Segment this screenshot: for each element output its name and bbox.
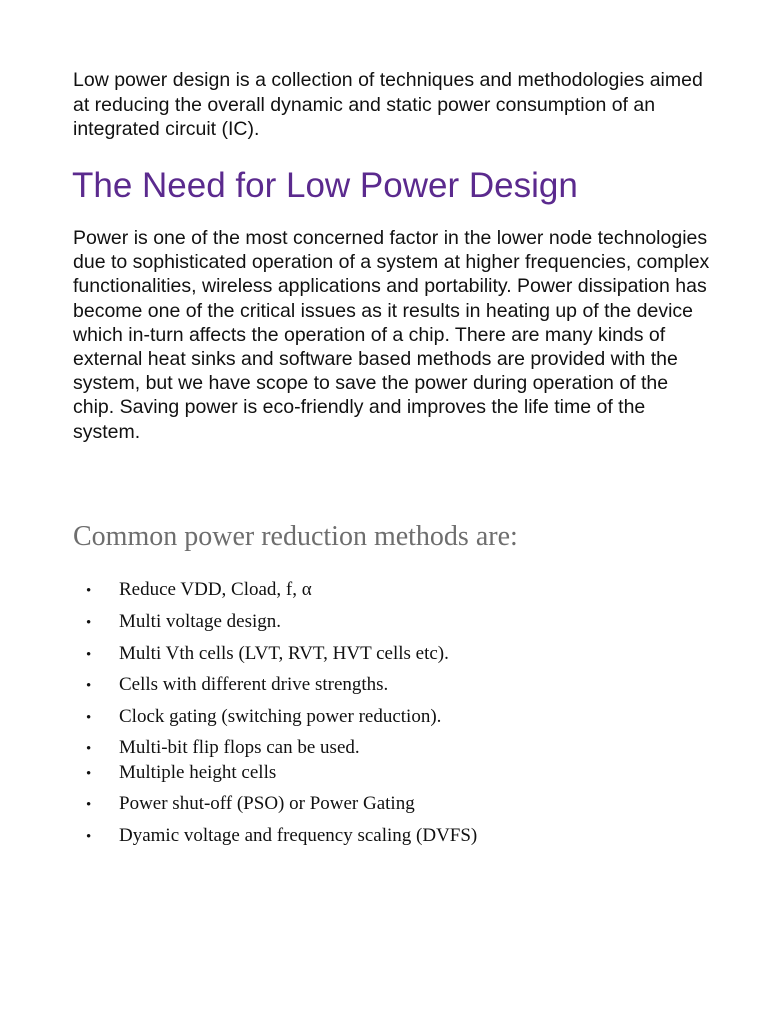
bullet-icon: • [86,741,92,757]
list-item-text: Dyamic voltage and frequency scaling (DVFS) [119,825,478,846]
list-item [86,705,441,730]
bullet-icon: • [86,710,92,726]
list-item-text: Reduce VDD, Cload, f, α [119,579,312,600]
list-item-text: Multi-bit flip flops can be used. [119,737,360,758]
section-heading: The Need for Low Power Design [72,166,578,205]
bullet-icon: • [86,797,92,813]
bullet-icon: • [86,766,92,782]
bullet-icon: • [86,829,92,845]
intro-paragraph: Low power design is a collection of techniques and methodologies aimed at reducing the overall dynamic and static power consumption of an integrated circuit (IC). [73,69,703,140]
list-item-text: Multiple height cells [119,762,277,783]
list-item-text: Multi voltage design. [119,611,282,632]
list-item-text: Multi Vth cells (LVT, RVT, HVT cells etc). [119,643,449,664]
list-item-text: Clock gating (switching power reduction). [119,706,442,727]
bullet-icon: • [86,678,92,694]
list-item-text: Cells with different drive strengths. [119,674,389,695]
list-item-text: Power shut-off (PSO) or Power Gating [119,793,415,814]
bullet-icon: • [86,647,92,663]
list-item [86,610,281,635]
list-item [86,642,449,667]
list-item [86,792,415,817]
list-item [86,761,276,786]
body-paragraph: Power is one of the most concerned factor in the lower node technologies due to sophisticated operation of a system at higher frequencies, complex functionalities, wireless applications and portability. Power dissipation has become one of the critical issues as it results in heating up of the device which in-turn affects the operation of a chip. There are many kinds of external heat sinks and software based methods are provided with the system, but we have scope to save the power during operation of the chip. Saving power is eco-friendly and improves the life time of the system. [73,227,710,443]
bullet-icon: • [86,583,92,599]
methods-subheading: Common power reduction methods are: [73,521,518,552]
bullet-icon: • [86,615,92,631]
list-item [86,673,388,698]
list-item [86,736,360,761]
list-item [86,824,477,849]
list-item [86,578,312,603]
